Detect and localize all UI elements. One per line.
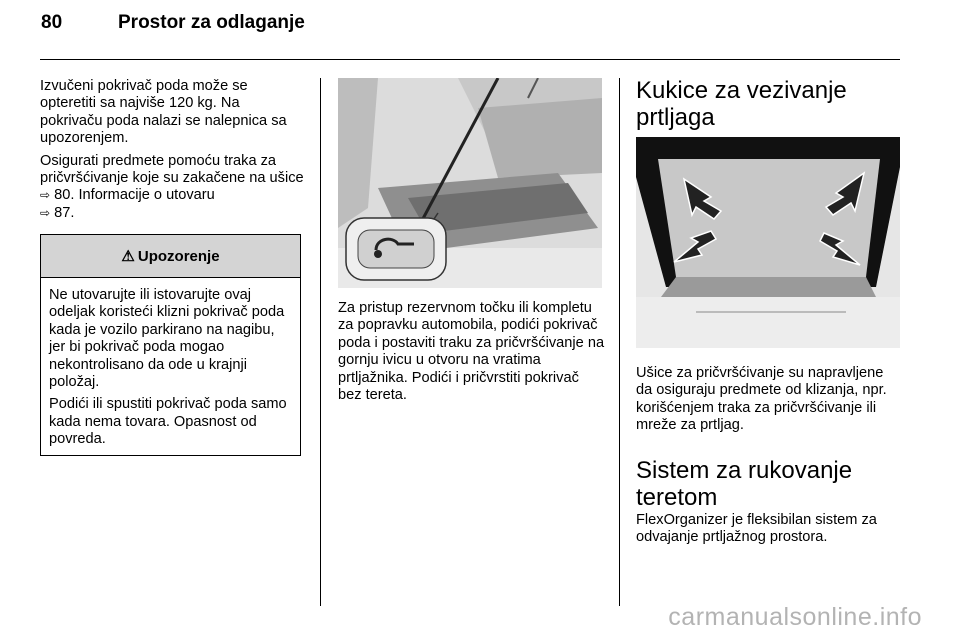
paragraph-secure-items bbox=[40, 153, 305, 223]
heading-load-management: Sistem za rukovanje teretom bbox=[636, 457, 853, 511]
page-reference-arrow-icon: ⇨ bbox=[40, 205, 51, 220]
warning-paragraph-1: Ne utovarujte ili istovarujte ovaj odeljak koristeći klizni pokrivač poda kada je vozilo parkirano na nagibu, jer bi pokrivač poda mogao nekontrolisano da ode u krajnji položaj. bbox=[49, 287, 285, 391]
secure-items-end: . bbox=[70, 204, 75, 221]
warning-paragraph-2: Podići ili spustiti pokrivač poda samo kada nema tovara. Opasnost od povreda. bbox=[49, 396, 287, 448]
watermark: carmanualsonline.info bbox=[668, 603, 922, 631]
paragraph-spare-wheel-access: Za pristup rezervnom točku ili kompletu za popravku automobila, podići pokrivač poda i postaviti traku za pričvršćivanje na gornju ivicu u otvoru na vratima prtljažnika. Podići i pričvrstiti pokrivač bez tereta. bbox=[338, 300, 605, 404]
warning-header bbox=[41, 235, 300, 278]
page-reference-arrow-icon: ⇨ bbox=[40, 188, 51, 203]
figure-lashing-eyes bbox=[636, 137, 900, 348]
page-title: Prostor za odlaganje bbox=[118, 12, 305, 33]
heading-lashing-eyes: Kukice za vezivanje prtljaga bbox=[636, 77, 847, 131]
warning-body bbox=[41, 278, 300, 449]
figure-floor-cover-strap bbox=[338, 78, 602, 288]
header-rule bbox=[40, 59, 900, 60]
floor-cover-illustration bbox=[338, 78, 602, 288]
paragraph-floor-cover-load: Izvučeni pokrivač poda može se opteretiti sa najviše 120 kg. Na pokrivaču poda nalazi se nalepnica sa upozorenjem. bbox=[40, 78, 287, 147]
column-1 bbox=[40, 78, 305, 227]
paragraph-flexorganizer: FlexOrganizer je fleksibilan sistem za odvajanje prtljažnog prostora. bbox=[636, 512, 877, 546]
column-divider-2 bbox=[619, 78, 620, 606]
warning-title: Upozorenje bbox=[137, 247, 220, 265]
page-reference-link[interactable]: 80 bbox=[54, 187, 71, 204]
column-2 bbox=[338, 300, 605, 409]
warning-box bbox=[40, 234, 301, 456]
page-number: 80 bbox=[41, 12, 63, 33]
paragraph-lashing-eyes: Ušice za pričvršćivanje su napravljene da osiguraju predmete od klizanja, npr. korišćenjem traka za pričvršćivanje ili mreže za prtljag. bbox=[636, 365, 887, 434]
warning-triangle-icon: ⚠ bbox=[121, 248, 135, 265]
page-reference-link[interactable]: 87 bbox=[54, 204, 71, 221]
lashing-eyes-illustration bbox=[636, 137, 900, 348]
secure-items-mid: . Informacije o utovaru bbox=[70, 187, 215, 204]
secure-items-text: Osigurati predmete pomoću traka za pričvršćivanje koje su zakačene na ušice bbox=[40, 152, 304, 187]
column-divider-1 bbox=[320, 78, 321, 606]
